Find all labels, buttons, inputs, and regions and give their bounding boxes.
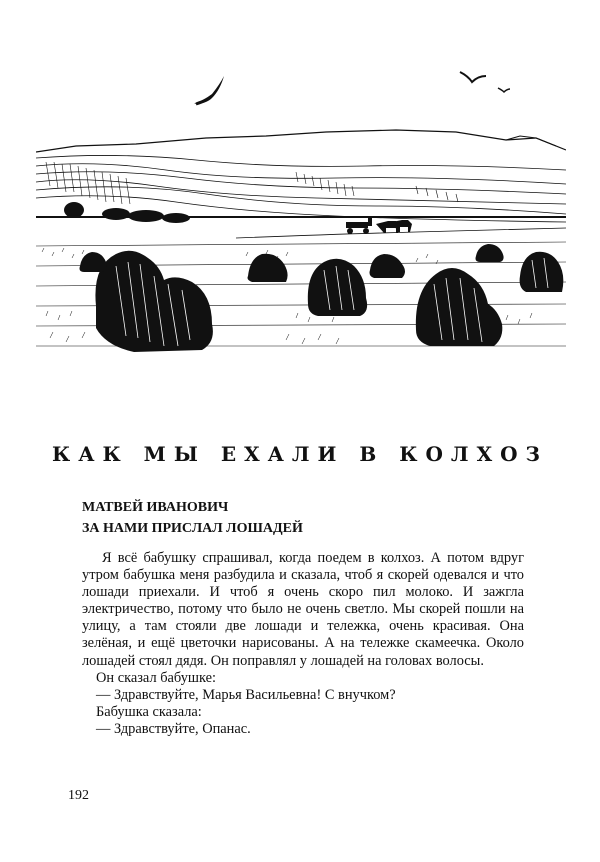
harvest-field-engraving-icon [36,66,566,366]
horse-cart-icon [346,218,412,234]
small-bird-icon [460,72,486,82]
dialogue-line-3: Бабушка сказала: [96,703,202,720]
small-bird-icon-2 [498,88,510,92]
section-heading-line2: ЗА НАМИ ПРИСЛАЛ ЛОШАДЕЙ [82,521,303,536]
story-text [82,550,524,738]
dialogue-line-1: Он сказал бабушке: [96,669,216,686]
paragraph-1: Я всё бабушку спрашивал, когда поедем в колхоз. А потом вдруг утром бабушка меня разбудила и сказала, чтоб я скорей одевался и что лошади приехали. И чтоб я очень скоро пил молоко. И зажгла электричество, потому что было не очень светло. Мы скорей пошли на улицу, а там стояли две лошади и тележка, очень красивая. Она зелёная, и ещё цветочки нарисованы. А на тележке скамеечка. Около лошадей стоял дядя. Он поправлял у лошадей на головах волосы. [82,550,524,669]
large-bird-icon [194,76,224,104]
section-heading [82,497,303,539]
section-heading-line1: МАТВЕЙ ИВАНОВИЧ [82,500,229,515]
dialogue-line-2: — Здравствуйте, Марья Васильевна! С внучком? [96,686,396,703]
page-number: 192 [68,788,89,803]
chapter-title: КАК МЫ ЕХАЛИ В КОЛХОЗ [52,442,548,466]
harvest-field-illustration [36,66,566,366]
dialogue-line-4: — Здравствуйте, Опанас. [96,720,251,737]
haystack-icon [80,244,564,352]
